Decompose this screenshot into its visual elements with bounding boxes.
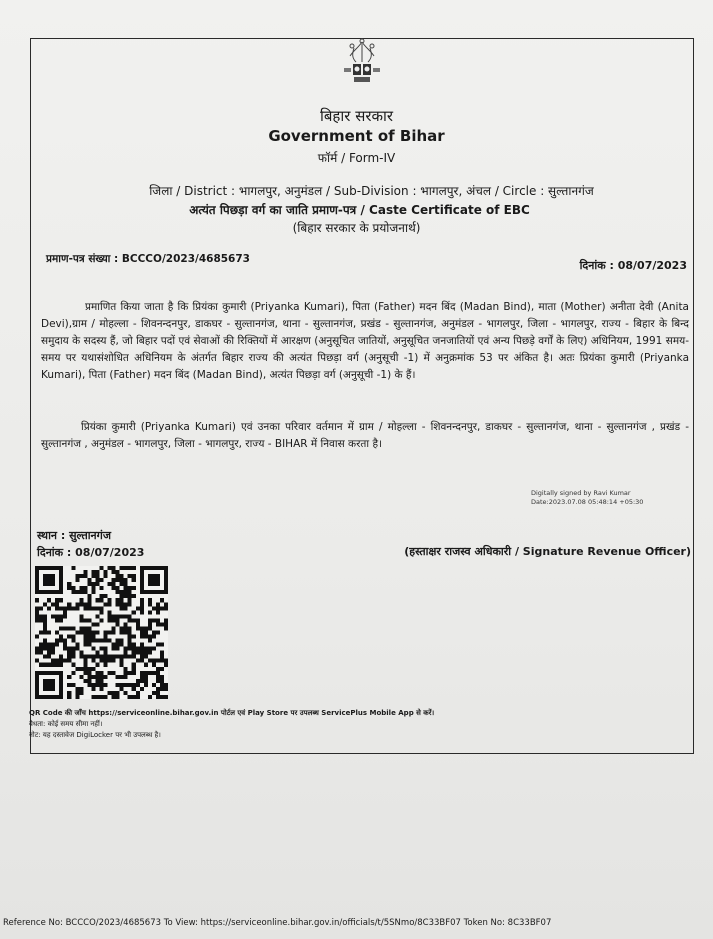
signature-officer-label: (हस्ताक्षर राजस्व अधिकारी / Signature Revenue Officer) bbox=[404, 545, 691, 558]
validity-note: वैधता: कोई समय सीमा नहीं। bbox=[29, 720, 103, 728]
qr-verification-note: QR Code की जाँच https://serviceonline.bihar.gov.in पोर्टल एवं Play Store पर उपलब्ध ServicePlus Mobile App से करें। bbox=[29, 709, 435, 717]
digital-signature-date: Date:2023.07.08 05:48:14 +05:30 bbox=[531, 498, 644, 506]
digilocker-note: नोट: यह दस्तावेज DigiLocker पर भी उपलब्ध है। bbox=[29, 731, 161, 739]
reference-footer: Reference No: BCCCO/2023/4685673 To View: https://serviceonline.bihar.gov.in/officials/t/5SNmo/8C33BF07 Token No: 8C33BF07 bbox=[3, 918, 552, 928]
signature-date: दिनांक : 08/07/2023 bbox=[37, 546, 145, 559]
location-line: जिला / District : भागलपुर, अनुमंडल / Sub-Division : भागलपुर, अंचल / Circle : सुल्तानगंज bbox=[149, 184, 594, 198]
hindi-government-heading: बिहार सरकार bbox=[319, 107, 394, 125]
issue-date: दिनांक : 08/07/2023 bbox=[579, 259, 687, 272]
purpose-line: (बिहार सरकार के प्रयोजनार्थ) bbox=[292, 221, 421, 235]
notes-block bbox=[29, 708, 434, 741]
digital-signature-signer: Digitally signed by Ravi Kumar bbox=[531, 489, 631, 497]
qr-code bbox=[35, 566, 168, 699]
certification-paragraph: प्रमाणित किया जाता है कि प्रियंका कुमारी (Priyanka Kumari), पिता (Father) मदन बिंद (Madan Bind), माता (Mother) अनीता देवी (Anita Devi),ग्राम / मोहल्ला - शिवनन्दनपुर, डाकघर - सुल्तानगंज, थाना - सुल्तानगंज, प्रखंड - सुल्तानगंज, अनुमंडल - भागलपुर, जिला - भागलपुर, राज्य - बिहार के बिन्द समुदाय के सदस्य हैं, जो बिहार पदों एवं सेवाओं की रिक्तियों में आरक्षण (अनुसूचित जातियों, अनुसूचित जनजातियों एवं अन्य पिछड़े वर्गों के लिए) अधिनियम, 1991 समय-समय पर यथासंशोधित अधिनियम के अंतर्गत बिहार राज्य की अत्यंत पिछड़ा वर्ग (अनुसूची -1) में अनुक्रमांक 53 पर अंकित है। अतः प्रियंका कुमारी (Priyanka Kumari), पिता (Father) मदन बिंद (Madan Bind), अत्यंत पिछड़ा वर्ग (अनुसूची -1) के हैं। bbox=[41, 301, 689, 381]
bihar-emblem-icon bbox=[340, 38, 384, 88]
certificate-number: प्रमाण-पत्र संख्या : BCCCO/2023/4685673 bbox=[46, 253, 250, 265]
certificate-title: अत्यंत पिछड़ा वर्ग का जाति प्रमाण-पत्र / Caste Certificate of EBC bbox=[189, 203, 530, 217]
place-label: स्थान : सुल्तानगंज bbox=[37, 529, 112, 542]
form-label: फॉर्म / Form-IV bbox=[317, 151, 396, 165]
residence-paragraph: प्रियंका कुमारी (Priyanka Kumari) एवं उनका परिवार वर्तमान में ग्राम / मोहल्ला - शिवनन्दनपुर, डाकघर - सुल्तानगंज, थाना - सुल्तानगंज , प्रखंड - सुल्तानगंज , अनुमंडल - भागलपुर, जिला - भागलपुर, राज्य - BIHAR में निवास करता है। bbox=[41, 421, 689, 450]
digital-signature bbox=[531, 489, 643, 507]
government-heading: Government of Bihar bbox=[268, 127, 445, 145]
